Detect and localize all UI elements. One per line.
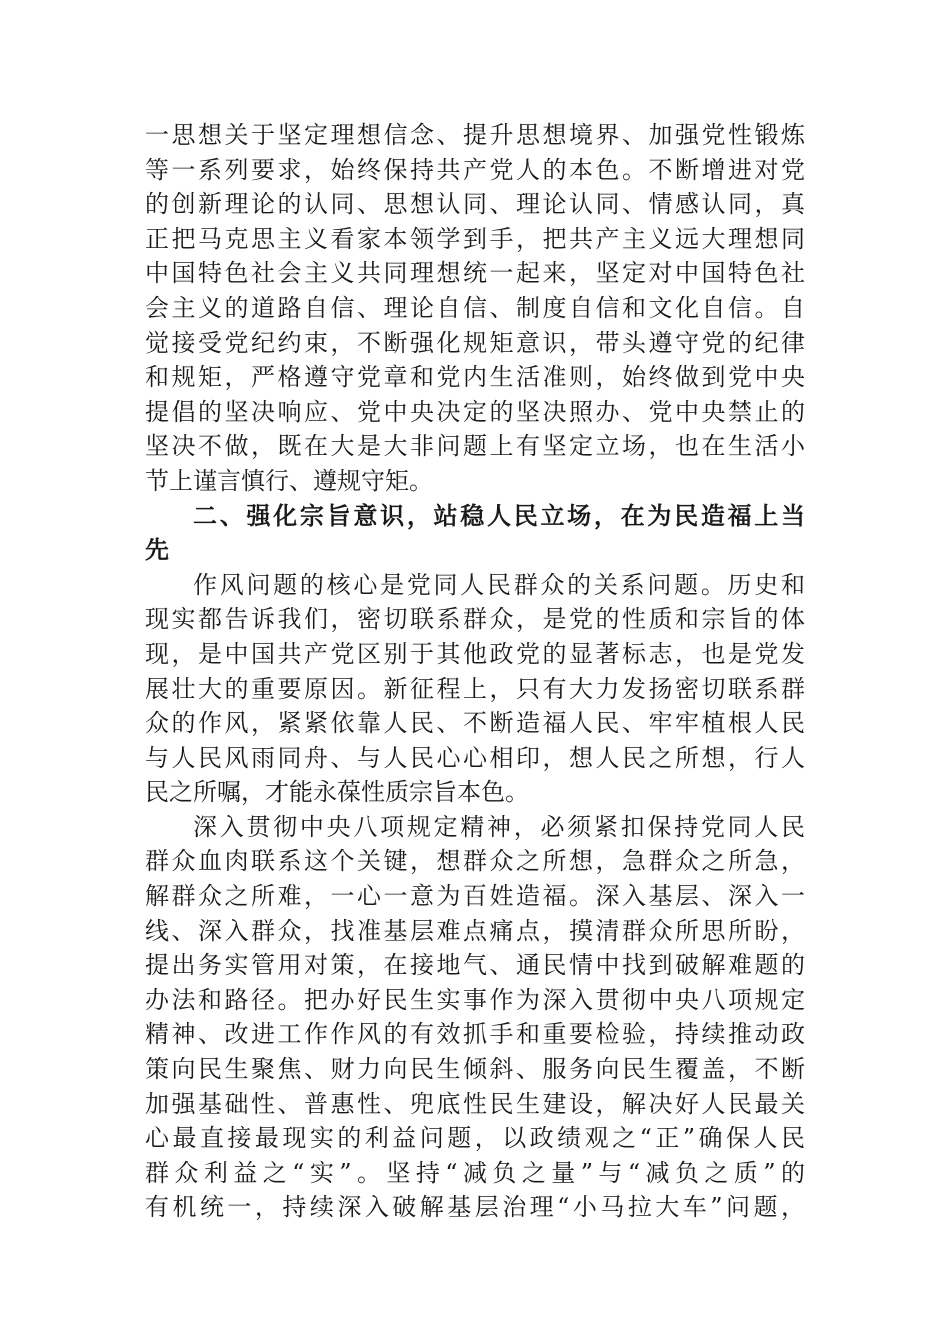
text-line: 加强基础性、普惠性、兜底性民生建设，解决好人民最关 (145, 1089, 805, 1118)
text-line: 深入贯彻中央八项规定精神，必须紧扣保持党同人民 (193, 812, 805, 841)
text-line: 策向民生聚焦、财力向民生倾斜、服务向民生覆盖，不断 (145, 1055, 805, 1084)
text-line: 会主义的道路自信、理论自信、制度自信和文化自信。自 (145, 293, 805, 322)
document-body (145, 118, 805, 1225)
text-line: 等一系列要求，始终保持共产党人的本色。不断增进对党 (145, 155, 805, 184)
section-heading (145, 499, 805, 568)
text-line: 觉接受党纪约束，不断强化规矩意识，带头遵守党的纪律 (145, 328, 805, 357)
paragraph (145, 810, 805, 1225)
paragraph (145, 568, 805, 810)
text-line: 群众血肉联系这个关键，想群众之所想，急群众之所急， (145, 847, 805, 876)
text-line: 与人民风雨同舟、与人民心心相印，想人民之所想，行人 (145, 743, 805, 772)
text-line: 正把马克思主义看家本领学到手，把共产主义远大理想同 (145, 224, 805, 253)
text-line: 坚决不做，既在大是大非问题上有坚定立场，也在生活小 (145, 432, 805, 461)
paragraph-continuation (145, 118, 805, 499)
heading-line: 先 (145, 536, 169, 565)
text-line: 现实都告诉我们，密切联系群众，是党的性质和宗旨的体 (145, 605, 805, 634)
text-line: 精神、改进工作作风的有效抓手和重要检验，持续推动政 (145, 1020, 805, 1049)
text-line: 众的作风，紧紧依靠人民、不断造福人民、牢牢植根人民 (145, 709, 805, 738)
text-line: 提倡的坚决响应、党中央决定的坚决照办、党中央禁止的 (145, 397, 805, 426)
text-line: 和规矩，严格遵守党章和党内生活准则，始终做到党中央 (145, 363, 805, 392)
text-line: 有机统一，持续深入破解基层治理“小马拉大车”问题， (145, 1193, 805, 1222)
text-line: 现，是中国共产党区别于其他政党的显著标志，也是党发 (145, 639, 805, 668)
text-line: 一思想关于坚定理想信念、提升思想境界、加强党性锻炼 (145, 121, 805, 149)
text-line: 节上谨言慎行、遵规守矩。 (145, 466, 433, 495)
text-line: 心最直接最现实的利益问题，以政绩观之“正”确保人民 (145, 1124, 805, 1153)
text-line: 解群众之所难，一心一意为百姓造福。深入基层、深入一 (145, 882, 805, 911)
text-line: 群众利益之“实”。坚持“减负之量”与“减负之质”的 (145, 1158, 805, 1187)
heading-line: 二、强化宗旨意识，站稳人民立场，在为民造福上当 (193, 501, 805, 530)
text-line: 中国特色社会主义共同理想统一起来，坚定对中国特色社 (145, 259, 805, 288)
text-line: 展壮大的重要原因。新征程上，只有大力发扬密切联系群 (145, 674, 805, 703)
text-line: 民之所嘱，才能永葆性质宗旨本色。 (145, 778, 529, 807)
text-line: 的创新理论的认同、思想认同、理论认同、情感认同，真 (145, 190, 805, 219)
text-line: 作风问题的核心是党同人民群众的关系问题。历史和 (193, 570, 805, 599)
text-line: 办法和路径。把办好民生实事作为深入贯彻中央八项规定 (145, 985, 805, 1014)
text-line: 提出务实管用对策，在接地气、通民情中找到破解难题的 (145, 951, 805, 980)
text-line: 线、深入群众，找准基层难点痛点，摸清群众所思所盼， (145, 916, 805, 945)
